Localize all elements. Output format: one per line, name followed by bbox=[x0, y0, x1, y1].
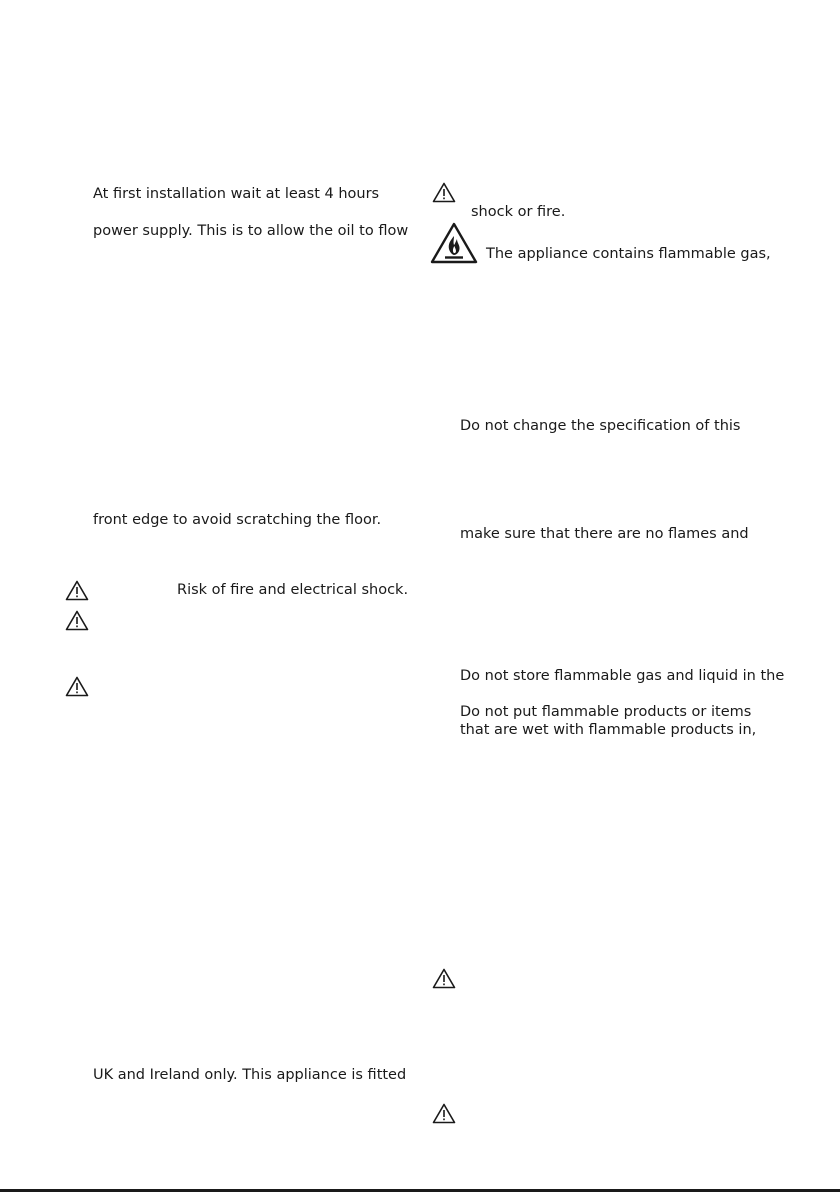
warning-triangle-icon bbox=[432, 968, 456, 989]
text-line: that are wet with flammable products in, bbox=[460, 722, 757, 738]
warning-triangle-icon bbox=[65, 676, 89, 697]
text-line: shock or fire. bbox=[471, 204, 566, 220]
warning-triangle-icon bbox=[432, 182, 456, 203]
text-line: UK and Ireland only. This appliance is fitted bbox=[93, 1067, 407, 1083]
text-line: make sure that there are no flames and bbox=[460, 526, 749, 542]
warning-triangle-icon bbox=[65, 610, 89, 631]
text-line: Do not store flammable gas and liquid in the bbox=[460, 668, 785, 684]
warning-triangle-icon bbox=[65, 580, 89, 601]
text-line: power supply. This is to allow the oil to flow bbox=[93, 223, 409, 239]
text-line: Do not put flammable products or items bbox=[460, 704, 752, 720]
text-line: Risk of fire and electrical shock. bbox=[177, 582, 409, 598]
text-line: front edge to avoid scratching the floor. bbox=[93, 512, 382, 528]
warning-triangle-icon bbox=[432, 1103, 456, 1124]
flammable-gas-icon bbox=[430, 222, 478, 264]
text-line: The appliance contains flammable gas, bbox=[486, 246, 771, 262]
text-line: Do not change the specification of this bbox=[460, 418, 741, 434]
text-line: At first installation wait at least 4 hours bbox=[93, 186, 380, 202]
